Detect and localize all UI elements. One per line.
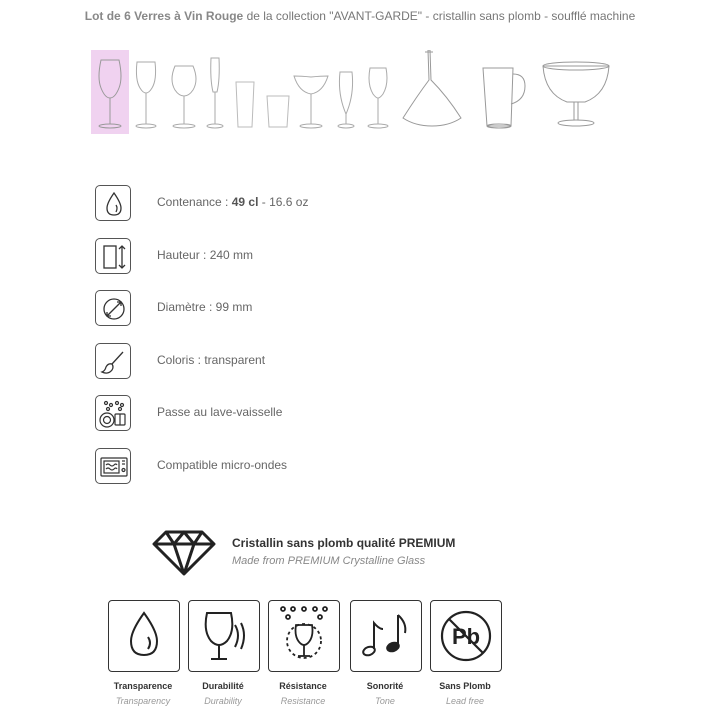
short-tumbler-icon[interactable] (263, 50, 293, 134)
feature-tone (350, 600, 422, 672)
feature-resistance-sub: Resistance (280, 696, 326, 706)
spec-dishwasher (95, 395, 535, 433)
capacity-value: 49 cl (231, 195, 259, 209)
capacity-suffix: - 16.6 oz (258, 195, 309, 209)
decanter-icon[interactable] (399, 50, 465, 134)
color-text: Coloris : transparent (157, 353, 266, 367)
product-title-rest: de la collection "AVANT-GARDE" - cristallin sans plomb - soufflé machine (243, 9, 636, 23)
tumbler-glass-icon[interactable] (233, 50, 257, 134)
feature-tone-label: Sonorité (366, 681, 404, 691)
tulip-glass-icon[interactable] (363, 50, 393, 134)
microwave-text: Compatible micro-ondes (157, 458, 288, 472)
paintbrush-icon (95, 343, 131, 379)
feature-transparency-label: Transparence (113, 681, 173, 691)
height-text: Hauteur : 240 mm (157, 248, 254, 262)
feature-durability-sub: Durability (204, 696, 242, 706)
microwave-icon (95, 448, 131, 484)
premium-subtitle: Made from PREMIUM Crystalline Glass (232, 555, 426, 567)
premium-title: Cristallin sans plomb qualité PREMIUM (232, 536, 456, 550)
footed-bowl-icon[interactable] (541, 50, 611, 134)
dishwasher-icon (95, 395, 131, 431)
cocktail-glass-icon[interactable] (291, 50, 331, 134)
height-icon (95, 238, 131, 274)
red-wine-glass-icon[interactable] (91, 50, 129, 134)
pitcher-icon[interactable] (477, 50, 529, 134)
drop-icon (95, 185, 131, 221)
spec-color (95, 343, 535, 381)
feature-transparency-sub: Transparency (115, 696, 171, 706)
drop-icon (109, 601, 179, 671)
wine-glass-icon[interactable] (132, 50, 160, 134)
spec-diameter (95, 290, 535, 328)
wine-glass-icon (189, 601, 259, 671)
burgundy-glass-icon[interactable] (167, 50, 201, 134)
feature-resistance (268, 600, 340, 672)
feature-tone-sub: Tone (375, 696, 395, 706)
spec-capacity (95, 185, 535, 223)
feature-lead-free-label: Sans Plomb (439, 681, 491, 691)
feature-lead-free-sub: Lead free (445, 696, 485, 706)
glass-dishwasher-icon (269, 601, 339, 671)
product-title-bold: Lot de 6 Verres à Vin Rouge (84, 9, 244, 23)
feature-transparency (108, 600, 180, 672)
spec-microwave (95, 448, 535, 486)
spec-height (95, 238, 535, 276)
diamond-icon (152, 528, 216, 581)
feature-resistance-label: Résistance (279, 681, 327, 691)
glass-selector (91, 50, 621, 134)
champagne-flute-icon[interactable] (205, 50, 225, 134)
feature-durability (188, 600, 260, 672)
product-title (0, 9, 720, 23)
diameter-text: Diamètre : 99 mm (157, 300, 253, 314)
feature-durability-label: Durabilité (202, 681, 244, 691)
svg-text:Pb: Pb (451, 624, 481, 649)
no-lead-icon (431, 601, 501, 671)
feature-lead-free (430, 600, 502, 672)
music-note-icon (351, 601, 421, 671)
capacity-text (157, 195, 308, 209)
beer-glass-icon[interactable] (335, 50, 357, 134)
diameter-icon (95, 290, 131, 326)
dishwasher-text: Passe au lave-vaisselle (157, 405, 283, 419)
capacity-label: Contenance : (157, 195, 232, 209)
